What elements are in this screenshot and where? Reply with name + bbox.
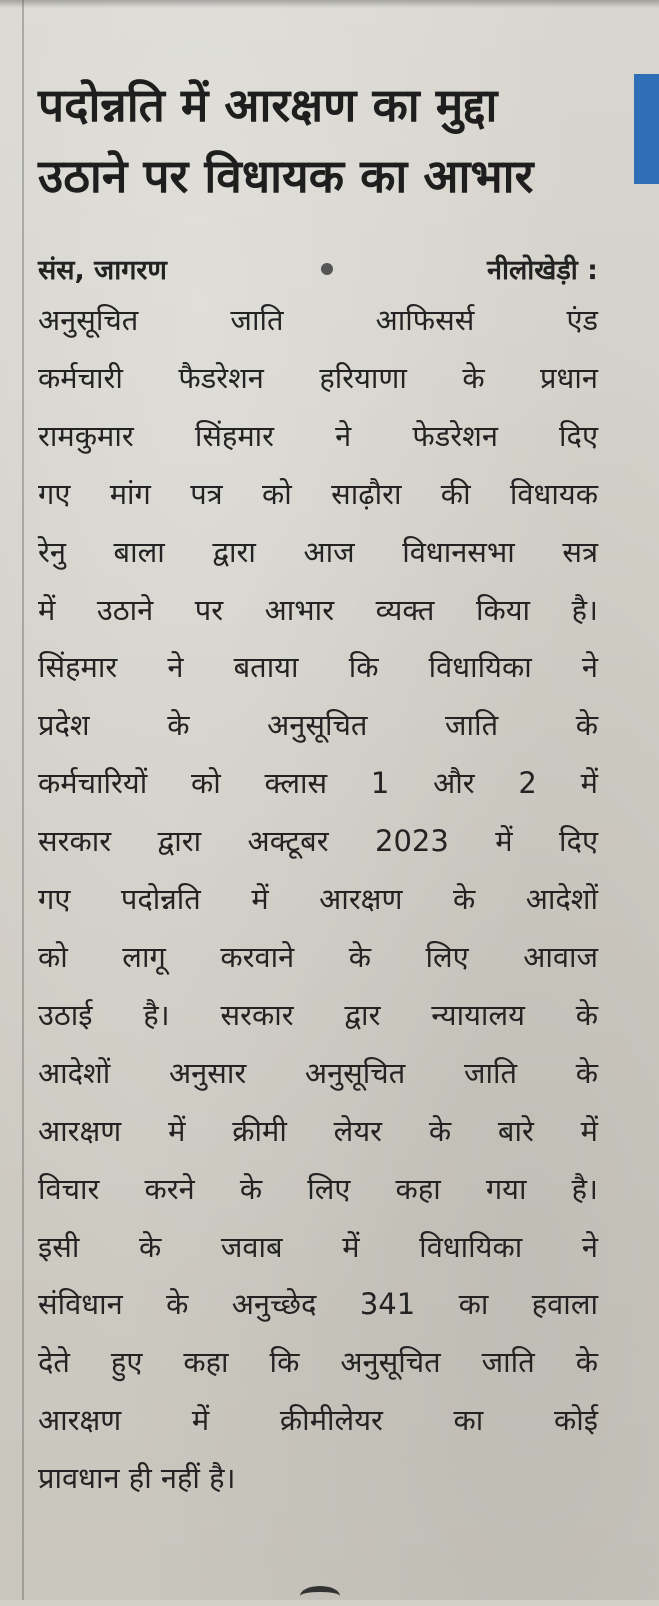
body-line: उठाई है। सरकार द्वार न्यायालय के	[38, 997, 598, 1032]
body-line: आदेशों अनुसार अनुसूचित जाति के	[38, 1055, 598, 1090]
body-line: कर्मचारी फैडरेशन हरियाणा के प्रधान	[38, 360, 598, 395]
body-line: रामकुमार सिंहमार ने फेडरेशन दिए	[38, 418, 598, 453]
article-byline	[38, 250, 598, 287]
body-line: देते हुए कहा कि अनुसूचित जाति के	[38, 1345, 598, 1380]
adjacent-column-color-strip	[634, 74, 659, 184]
body-line: को लागू करवाने के लिए आवाज	[38, 939, 598, 974]
body-line: आरक्षण में क्रीमीलेयर का कोई	[38, 1403, 598, 1438]
page-edge-shadow	[0, 0, 659, 8]
body-line: रेनु बाला द्वारा आज विधानसभा सत्र	[38, 534, 598, 569]
body-line: प्रदेश के अनुसूचित जाति के	[38, 708, 598, 743]
body-line: सरकार द्वारा अक्टूबर 2023 में दिए	[38, 824, 598, 859]
body-line: गए पदोन्नति में आरक्षण के आदेशों	[38, 882, 598, 917]
body-line: सिंहमार ने बताया कि विधायिका ने	[38, 650, 598, 685]
bullet-dot-icon	[321, 263, 333, 275]
body-line: आरक्षण में क्रीमी लेयर के बारे में	[38, 1113, 598, 1148]
byline-source: संस, जागरण	[38, 255, 167, 286]
body-line: विचार करने के लिए कहा गया है।	[38, 1171, 598, 1206]
next-article-fragment	[300, 1586, 340, 1606]
body-line: में उठाने पर आभार व्यक्त किया है।	[38, 592, 598, 627]
article-headline: पदोन्नति में आरक्षण का मुद्दा उठाने पर विधायक का आभार	[38, 78, 534, 204]
body-line: गए मांग पत्र को साढ़ौरा की विधायक	[38, 476, 598, 511]
body-line: कर्मचारियों को क्लास 1 और 2 में	[38, 766, 598, 801]
byline-location: नीलोखेड़ी :	[486, 255, 598, 286]
body-line: इसी के जवाब में विधायिका ने	[38, 1229, 598, 1264]
article-body	[38, 292, 598, 1508]
body-line: संविधान के अनुच्छेद 341 का हवाला	[38, 1287, 598, 1322]
body-line-last: प्रावधान ही नहीं है।	[38, 1461, 236, 1496]
body-line: अनुसूचित जाति आफिसर्स एंड	[38, 303, 598, 337]
column-rule	[22, 0, 24, 1600]
